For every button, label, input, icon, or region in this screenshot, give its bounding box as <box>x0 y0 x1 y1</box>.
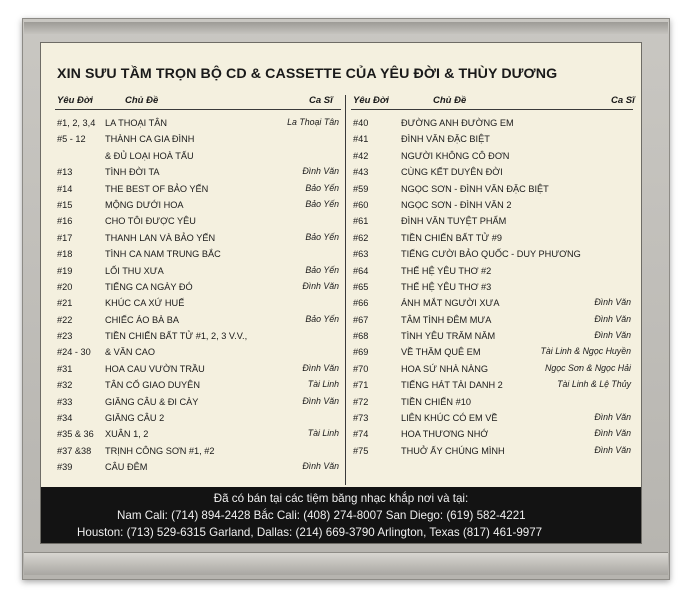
item-number: #24 - 30 <box>57 347 91 358</box>
list-item <box>353 328 631 344</box>
item-number: #5 - 12 <box>57 134 86 145</box>
item-title: NGỌC SƠN - ĐÌNH VĂN ĐẶC BIỆT <box>401 183 549 194</box>
item-title: HOA THƯƠNG NHỚ <box>401 429 489 440</box>
item-title: TRỊNH CÔNG SƠN #1, #2 <box>105 445 215 456</box>
item-title: THE BEST OF BẢO YẾN <box>105 183 209 194</box>
item-number: #65 <box>353 281 369 292</box>
item-title: TÂN CỔ GIAO DUYÊN <box>105 380 200 391</box>
item-singer: Bảo Yến <box>305 313 339 324</box>
list-item <box>353 131 631 147</box>
item-singer: Đình Văn <box>302 362 339 373</box>
list-item <box>353 344 631 360</box>
item-number: #14 <box>57 183 73 194</box>
back-cover-card <box>40 42 642 544</box>
item-title: TIỀN CHIẾN #10 <box>401 396 471 407</box>
case-bottom-edge <box>24 552 668 575</box>
list-item <box>57 459 339 475</box>
list-item <box>57 148 339 164</box>
item-title: TÌNH CA NAM TRUNG BẮC <box>105 249 221 260</box>
item-title: TÌNH ĐỜI TA <box>105 167 160 178</box>
list-item <box>353 164 631 180</box>
item-title: TÂM TÌNH ĐÊM MƯA <box>401 314 492 325</box>
item-title: GIĂNG CÂU & ĐI CÀY <box>105 396 199 407</box>
list-item <box>57 115 339 131</box>
contact-footer <box>41 487 641 543</box>
left-header-title: Chủ Đề <box>125 95 159 106</box>
list-item <box>57 312 339 328</box>
item-number: #66 <box>353 298 369 309</box>
item-number: #18 <box>57 249 73 260</box>
list-item <box>353 115 631 131</box>
item-title: TIỀN CHIẾN BẤT TỬ #9 <box>401 232 502 243</box>
item-singer: Đình Văn <box>594 297 631 308</box>
item-number: #73 <box>353 413 369 424</box>
left-track-list <box>57 115 339 476</box>
item-number: #63 <box>353 249 369 260</box>
item-title: THẾ HỆ YÊU THƠ #2 <box>401 265 492 276</box>
right-track-list <box>353 115 631 459</box>
item-title: LA THOẠI TÂN <box>105 118 167 128</box>
list-item <box>353 213 631 229</box>
item-number: #62 <box>353 232 369 243</box>
item-number: #20 <box>57 281 73 292</box>
item-title: LIÊN KHÚC CÓ EM VỀ <box>401 413 498 424</box>
list-item <box>57 131 339 147</box>
item-title: CÙNG KẾT DUYÊN ĐỜI <box>401 167 503 178</box>
right-header-num: Yêu Đời <box>353 95 389 106</box>
item-singer: Tài Linh <box>307 428 339 439</box>
item-singer: Đình Văn <box>594 428 631 439</box>
item-number: #34 <box>57 413 73 424</box>
item-title: ÁNH MẮT NGƯỜI XƯA <box>401 298 500 309</box>
item-title: CÂU ĐÊM <box>105 462 148 473</box>
item-title: TIẾNG CA NGÀY ĐÓ <box>105 281 193 292</box>
item-singer: La Thoại Tân <box>287 117 339 127</box>
item-title: VỀ THĂM QUÊ EM <box>401 347 481 358</box>
item-number: #68 <box>353 331 369 342</box>
item-number: #74 <box>353 429 369 440</box>
list-item <box>57 197 339 213</box>
item-title: HOA SỨ NHÀ NÀNG <box>401 363 488 374</box>
item-number: #19 <box>57 265 73 276</box>
case-top-edge <box>24 22 668 34</box>
item-title: MỘNG DƯỚI HOA <box>105 199 184 210</box>
item-title: THÀNH CA GIA ĐÌNH <box>105 134 195 145</box>
item-number: #61 <box>353 216 369 227</box>
list-item <box>353 230 631 246</box>
item-number: #75 <box>353 445 369 456</box>
item-title: THANH LAN VÀ BẢO YẾN <box>105 232 216 243</box>
item-singer: Tài Linh <box>307 379 339 390</box>
list-item <box>353 197 631 213</box>
item-title: TÌNH YÊU TRĂM NĂM <box>401 331 496 342</box>
list-item <box>57 246 339 262</box>
left-header-num: Yêu Đời <box>57 95 93 106</box>
list-item <box>353 279 631 295</box>
item-singer: Ngọc Sơn & Ngọc Hải <box>545 362 631 373</box>
item-title: ĐÌNH VĂN TUYỆT PHẨM <box>401 216 507 227</box>
item-singer: Bảo Yến <box>305 198 339 209</box>
item-number: #41 <box>353 134 369 145</box>
list-item <box>353 295 631 311</box>
item-singer: Bảo Yến <box>305 231 339 242</box>
list-item <box>57 377 339 393</box>
list-item <box>353 410 631 426</box>
item-title: TIẾNG CƯỜI BẢO QUỐC - DUY PHƯƠNG <box>401 249 581 260</box>
item-title: ĐƯỜNG ANH ĐƯỜNG EM <box>401 118 514 128</box>
item-number: #37 &38 <box>57 445 92 456</box>
item-number: #31 <box>57 363 73 374</box>
list-item <box>57 328 339 344</box>
item-singer: Tài Linh & Ngọc Huyền <box>540 346 631 357</box>
item-title: & ĐỦ LOẠI HOÀ TẤU <box>105 150 194 161</box>
item-singer: Bảo Yến <box>305 264 339 275</box>
item-title: CHIẾC ÁO BÀ BA <box>105 314 180 325</box>
item-singer: Tài Linh & Lệ Thủy <box>557 379 631 390</box>
column-divider <box>345 95 346 485</box>
item-title: ĐÌNH VĂN ĐẶC BIỆT <box>401 134 490 145</box>
list-item <box>57 279 339 295</box>
item-title: XUÂN 1, 2 <box>105 429 149 440</box>
list-item <box>57 263 339 279</box>
item-title: CHO TÔI ĐƯỢC YÊU <box>105 216 196 227</box>
left-header-rule <box>55 109 341 110</box>
item-number: #70 <box>353 363 369 374</box>
list-item <box>57 426 339 442</box>
list-item <box>353 181 631 197</box>
cover-title: XIN SƯU TẦM TRỌN BỘ CD & CASSETTE CỦA YÊU ĐỜI & THÙY DƯƠNG <box>57 66 558 82</box>
item-singer: Đình Văn <box>594 313 631 324</box>
item-number: #15 <box>57 199 73 210</box>
item-singer: Đình Văn <box>302 166 339 177</box>
list-item <box>57 361 339 377</box>
list-item <box>353 426 631 442</box>
item-title: HOA CAU VƯỜN TRẦU <box>105 363 205 374</box>
item-number: #42 <box>353 150 369 161</box>
right-header-title: Chủ Đề <box>433 95 467 106</box>
item-singer: Đình Văn <box>302 395 339 406</box>
item-title: NGỌC SƠN - ĐÌNH VĂN 2 <box>401 199 512 210</box>
item-singer: Đình Văn <box>594 412 631 423</box>
right-header-singer: Ca Sĩ <box>611 95 635 106</box>
list-item <box>353 377 631 393</box>
footer-phone-line-2: Houston: (713) 529-6315 Garland, Dallas: (214) 669-3790 Arlington, Texas (817) 461-9977 <box>77 526 543 539</box>
item-number: #43 <box>353 167 369 178</box>
item-number: #69 <box>353 347 369 358</box>
item-number: #39 <box>57 462 73 473</box>
item-title: THẾ HỆ YÊU THƠ #3 <box>401 281 492 292</box>
list-item <box>57 164 339 180</box>
item-title: TIỀN CHIẾN BẤT TỬ #1, 2, 3 V.V., <box>105 331 248 342</box>
list-item <box>57 213 339 229</box>
item-title: LỐI THU XƯA <box>105 265 164 276</box>
item-number: #23 <box>57 331 73 342</box>
item-number: #21 <box>57 298 73 309</box>
item-singer: Đình Văn <box>594 330 631 341</box>
item-number: #72 <box>353 396 369 407</box>
list-item <box>353 443 631 459</box>
list-item <box>353 148 631 164</box>
left-header-singer: Ca Sĩ <box>309 95 333 106</box>
item-title: TIẾNG HÁT TÀI DANH 2 <box>401 380 503 391</box>
item-singer: Đình Văn <box>302 280 339 291</box>
item-number: #40 <box>353 118 369 128</box>
item-number: #33 <box>57 396 73 407</box>
list-item <box>353 361 631 377</box>
item-number: #67 <box>353 314 369 325</box>
list-item <box>57 410 339 426</box>
item-number: #13 <box>57 167 73 178</box>
list-item <box>57 394 339 410</box>
list-item <box>353 312 631 328</box>
item-title: KHÚC CA XỨ HUẾ <box>105 298 185 309</box>
item-number: #59 <box>353 183 369 194</box>
list-item <box>353 394 631 410</box>
list-item <box>353 246 631 262</box>
list-item <box>57 230 339 246</box>
list-item <box>57 181 339 197</box>
footer-phone-line-1: Nam Cali: (714) 894-2428 Bắc Cali: (408) 274-8007 San Diego: (619) 582-4221 <box>117 509 526 522</box>
footer-availability-line: Đã có bán tại các tiệm băng nhạc khắp nơi và tại: <box>213 492 469 505</box>
item-number: #1, 2, 3,4 <box>57 118 96 128</box>
item-number: #35 & 36 <box>57 429 94 440</box>
item-number: #60 <box>353 199 369 210</box>
list-item <box>57 344 339 360</box>
right-header-rule <box>351 109 633 110</box>
item-singer: Đình Văn <box>302 461 339 472</box>
item-number: #64 <box>353 265 369 276</box>
item-number: #17 <box>57 232 73 243</box>
item-number: #16 <box>57 216 73 227</box>
list-item <box>57 295 339 311</box>
item-singer: Bảo Yến <box>305 182 339 193</box>
item-number: #71 <box>353 380 369 391</box>
item-number: #22 <box>57 314 73 325</box>
list-item <box>57 443 339 459</box>
item-title: GIĂNG CÂU 2 <box>105 413 165 424</box>
list-item <box>353 263 631 279</box>
item-singer: Đình Văn <box>594 444 631 455</box>
item-number: #32 <box>57 380 73 391</box>
item-title: NGƯỜI KHÔNG CÔ ĐƠN <box>401 150 510 161</box>
item-title: & VĂN CAO <box>105 347 156 358</box>
item-title: THUỞ ẤY CHÚNG MÌNH <box>401 445 505 456</box>
